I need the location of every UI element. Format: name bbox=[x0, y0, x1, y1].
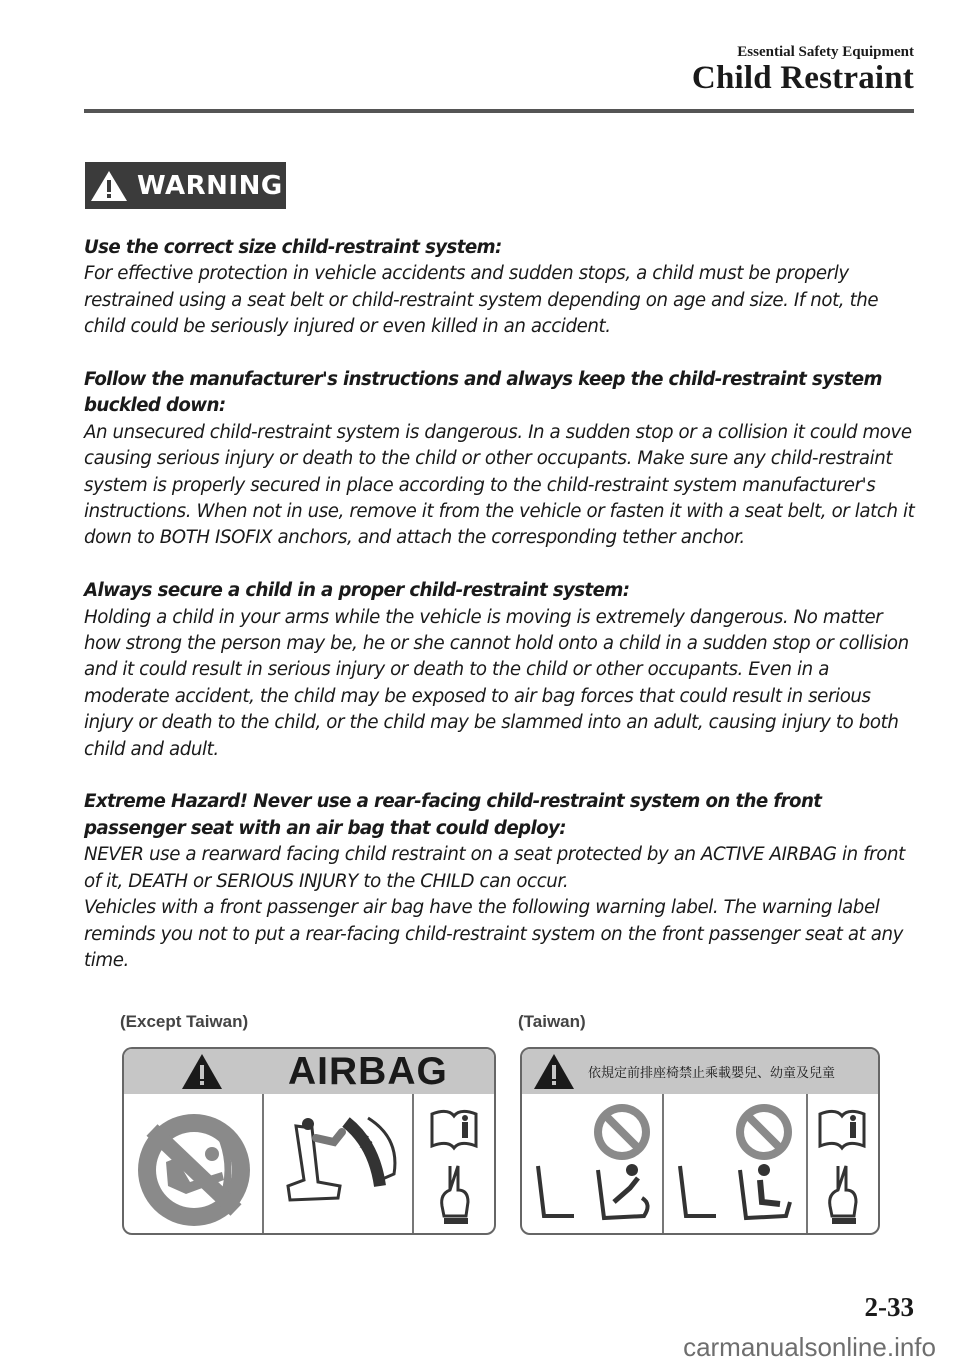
no-rear-facing-seat-icon bbox=[124, 1094, 262, 1233]
page-title: Child Restraint bbox=[691, 60, 914, 96]
label-pictograms bbox=[124, 1094, 494, 1233]
label-cell bbox=[262, 1094, 412, 1233]
warning-content bbox=[84, 235, 916, 1001]
prohibited-infant-seat-icon bbox=[522, 1094, 662, 1233]
block-body: For effective protection in vehicle accidents and sudden stops, a child must be properly restrained using a seat belt or child-restraint system depending on age and size. If not, the child could be seriously injured or even killed in an accident. bbox=[84, 263, 879, 338]
warning-triangle-icon bbox=[524, 1049, 584, 1094]
block-body: An unsecured child-restraint system is dangerous. In a sudden stop or a collision it could move causing serious injury or death to the child or other occupants. Make sure any child-restraint system is properly secured in place according to the child-restraint system manufacturer's instructions. When not in use, remove it from the vehicle or fasten it with a seat belt, or latch it down to BOTH ISOFIX anchors, and attach the corresponding tether anchor. bbox=[84, 421, 915, 549]
watermark: carmanualsonline.info bbox=[683, 1332, 936, 1362]
prohibited-child-seat-icon bbox=[664, 1094, 806, 1233]
warning-triangle-icon bbox=[172, 1049, 232, 1094]
block-heading: Extreme Hazard! Never use a rear-facing child-restraint system on the front passenger seat with an air bag that could deploy: bbox=[84, 791, 822, 839]
warning-block bbox=[84, 789, 916, 974]
label-caption-except-taiwan: (Except Taiwan) bbox=[120, 1012, 249, 1031]
label-pictograms bbox=[522, 1094, 878, 1233]
label-banner-text: AIRBAG bbox=[288, 1050, 448, 1093]
block-heading: Always secure a child in a proper child-restraint system: bbox=[84, 580, 630, 602]
label-cell bbox=[412, 1094, 494, 1233]
airbag-warning-label-except-taiwan bbox=[122, 1047, 496, 1235]
block-body: Vehicles with a front passenger air bag have the following warning label. The warning label reminds you not to put a rear-facing child-restraint system on the front passenger seat at any time. bbox=[84, 897, 903, 971]
label-banner bbox=[522, 1049, 878, 1094]
warning-block bbox=[84, 235, 916, 341]
pointing-hand-icon bbox=[808, 1094, 878, 1233]
block-heading: Follow the manufacturer's instructions and always keep the child-restraint system buckled down: bbox=[84, 369, 882, 417]
page-number: 2-33 bbox=[864, 1292, 914, 1322]
label-cell bbox=[522, 1094, 662, 1233]
section-name: Essential Safety Equipment bbox=[737, 44, 914, 60]
header-divider bbox=[84, 109, 914, 113]
pointing-hand-icon bbox=[414, 1094, 494, 1233]
block-body: Holding a child in your arms while the vehicle is moving is extremely dangerous. No matter how strong the person may be, he or she cannot hold onto a child in a sudden stop or collision and it could result in serious injury or death to the child or other occupants. Even in a moderate accident, the child may be exposed to air bag forces that could result in serious injury or death to the child, or the child may be slammed into an adult, causing injury to both child and adult. bbox=[84, 606, 909, 760]
label-cell bbox=[124, 1094, 262, 1233]
block-body: NEVER use a rearward facing child restraint on a seat protected by an ACTIVE AIRBAG in front of it, DEATH or SERIOUS INJURY to the CHILD can occur. bbox=[84, 844, 905, 892]
label-cell bbox=[662, 1094, 806, 1233]
airbag-deploy-icon bbox=[264, 1094, 412, 1233]
airbag-warning-label-taiwan bbox=[520, 1047, 880, 1235]
label-cell bbox=[806, 1094, 878, 1233]
warning-triangle-icon bbox=[89, 168, 129, 204]
label-caption-taiwan: (Taiwan) bbox=[518, 1012, 586, 1031]
label-banner bbox=[124, 1049, 494, 1094]
warning-block bbox=[84, 578, 916, 763]
warning-banner bbox=[85, 162, 286, 209]
warning-block bbox=[84, 367, 916, 552]
block-heading: Use the correct size child-restraint system: bbox=[84, 237, 502, 258]
label-banner-text: 依規定前排座椅禁止乘載嬰兒、幼童及兒童 bbox=[588, 1066, 836, 1081]
warning-label: WARNING bbox=[137, 170, 283, 201]
